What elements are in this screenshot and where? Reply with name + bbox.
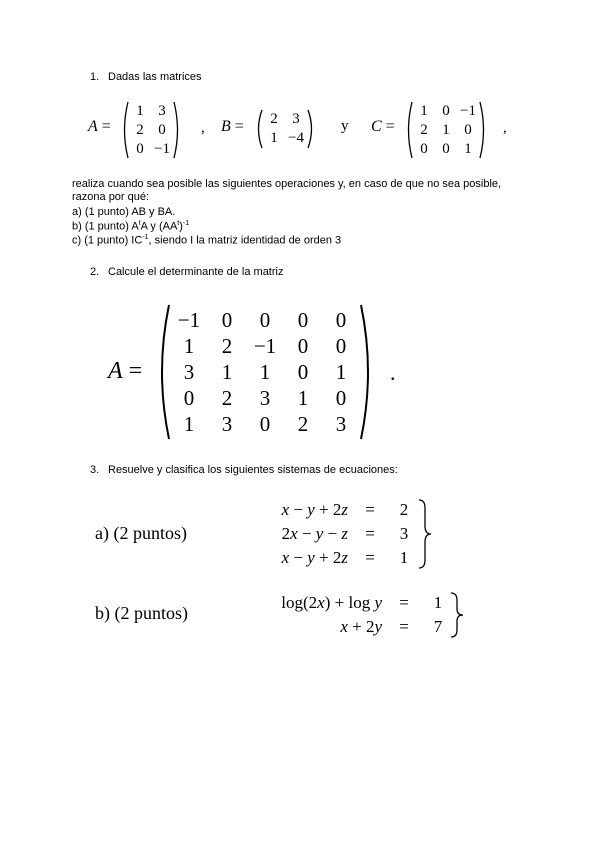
matrix-a-cell: 1 [136,102,144,119]
matrix-c-cell: 2 [420,121,428,138]
determinant-matrix-cell: 3 [335,411,347,436]
determinant-matrix-cell: 1 [297,385,309,410]
matrix-b-cell: 2 [270,111,278,127]
determinant-matrix-cell: −1 [253,333,277,358]
determinant-matrix-cell: 2 [297,411,309,436]
system-a-rhs: 3 [399,524,409,543]
comma-a: , [201,120,205,136]
system-b-lhs: log(2x) + log y [281,593,382,612]
system-b-equals: = [399,617,409,636]
determinant-matrix-cell: 1 [183,333,195,358]
system-a-brace [417,498,433,570]
system-a-equals: = [365,500,375,519]
matrix-c-cell: 0 [464,121,472,138]
determinant-matrix-cell: 0 [183,385,195,410]
determinant-matrix-row [170,333,360,359]
matrix-a-cell: 0 [158,121,166,138]
q1-intro-line1: realiza cuando sea posible las siguientes operaciones y, en caso de que no sea posible, [72,178,502,190]
system-b-brace [449,591,465,639]
determinant-matrix-cell: 2 [221,385,233,410]
determinant-matrix-cell: 0 [335,307,347,332]
q2-number: 2. [90,266,100,278]
matrix-a-row [129,140,173,159]
system-a-equals: = [365,524,375,543]
matrix-c-cell: 0 [442,102,450,119]
comma-c: , [503,120,507,136]
determinant-matrix-cell: 1 [259,359,271,384]
matrix-a-cell: 0 [136,140,144,157]
system-a-label: a) (2 puntos) [95,523,187,543]
determinant-matrix-cell: 1 [221,359,233,384]
matrix-b-cell: −4 [288,130,304,146]
determinant-matrix-cell: 0 [297,307,309,332]
system-a-equation [260,498,416,522]
determinant-matrix-cell: −1 [177,307,201,332]
matrix-b [255,109,315,149]
matrix-a-label: A = [88,118,111,135]
matrix-a-row [129,121,173,140]
determinant-matrix-cell: 3 [259,385,271,410]
system-a [260,498,416,570]
matrix-c-cell: 1 [464,140,472,157]
system-b-rhs: 7 [433,617,443,636]
determinant-matrix-cell: 1 [183,411,195,436]
system-a-lhs: x − y + 2z [281,548,348,567]
matrix-b-cell: 3 [292,111,300,127]
matrix-c-label: C = [371,118,395,135]
matrix-a-row [129,102,173,121]
q1-number: 1. [90,71,100,83]
system-a-rhs: 1 [399,548,409,567]
determinant-matrix-row [170,411,360,437]
q1-item-b: b) (1 punto) $A^tA$ y $(AA^t)^{-1}$ [72,220,190,233]
q2-title: Calcule el determinante de la matriz [108,266,284,278]
matrix-a-cell: −1 [154,140,170,157]
determinant-matrix-row [170,359,360,385]
determinant-matrix-cell: 0 [259,411,271,436]
system-b [260,591,450,639]
determinant-matrix-cell: 2 [221,333,233,358]
matrix-c-row [413,121,479,140]
determinant-matrix-row [170,307,360,333]
q3-title: Resuelve y clasifica los siguientes sistemas de ecuaciones: [108,464,398,476]
matrix-a-cell: 3 [158,102,166,119]
determinant-matrix-cell: 0 [221,307,233,332]
matrix-b-label: B = [221,118,244,135]
matrix-a2-label: A = [108,358,143,384]
determinant-matrix-cell: 0 [259,307,271,332]
matrix-b-row [263,129,307,148]
determinant-matrix-cell: 0 [297,333,309,358]
determinant-matrix [156,304,374,440]
system-b-label: b) (2 puntos) [95,603,188,623]
matrix-c-cell: 1 [420,102,428,119]
q1-item-a: a) (1 punto) AB y BA. [72,206,176,218]
determinant-matrix-cell: 0 [297,359,309,384]
q3-number: 3. [90,464,100,476]
determinant-matrix-cell: 3 [183,359,195,384]
matrix-c-cell: −1 [460,102,476,119]
conj-y: y [341,118,349,134]
determinant-matrix-row [170,385,360,411]
matrix-c-row [413,140,479,159]
q1-intro-line2: razona por qué: [72,191,150,203]
determinant-matrix-cell: 0 [335,385,347,410]
system-a-rhs: 2 [399,500,409,519]
determinant-matrix-cell: 1 [335,359,347,384]
matrix-a-cell: 2 [136,121,144,138]
matrix-c-cell: 0 [442,140,450,157]
q2-period: . [390,360,396,385]
system-b-equation [260,591,450,615]
system-a-lhs: 2x − y − z [281,524,348,543]
system-a-lhs: x − y + 2z [281,500,348,519]
matrix-a [121,101,181,159]
system-a-equation [260,546,416,570]
system-b-equation [260,615,450,639]
matrix-c-cell: 1 [442,121,450,138]
matrix-b-cell: 1 [270,130,278,146]
system-b-rhs: 1 [433,593,443,612]
determinant-matrix-cell: 0 [335,333,347,358]
system-b-equals: = [399,593,409,612]
q1-title: Dadas las matrices [108,71,202,83]
q1-item-c: c) (1 punto) $IC^{-1}$, siendo I la matriz identidad de orden 3 [72,234,342,247]
system-b-lhs: x + 2y [340,617,382,636]
system-a-equation [260,522,416,546]
system-a-equals: = [365,548,375,567]
matrix-c [405,101,487,159]
determinant-matrix-cell: 3 [221,411,233,436]
matrix-b-row [263,110,307,129]
matrix-c-cell: 0 [420,140,428,157]
matrix-c-row [413,102,479,121]
